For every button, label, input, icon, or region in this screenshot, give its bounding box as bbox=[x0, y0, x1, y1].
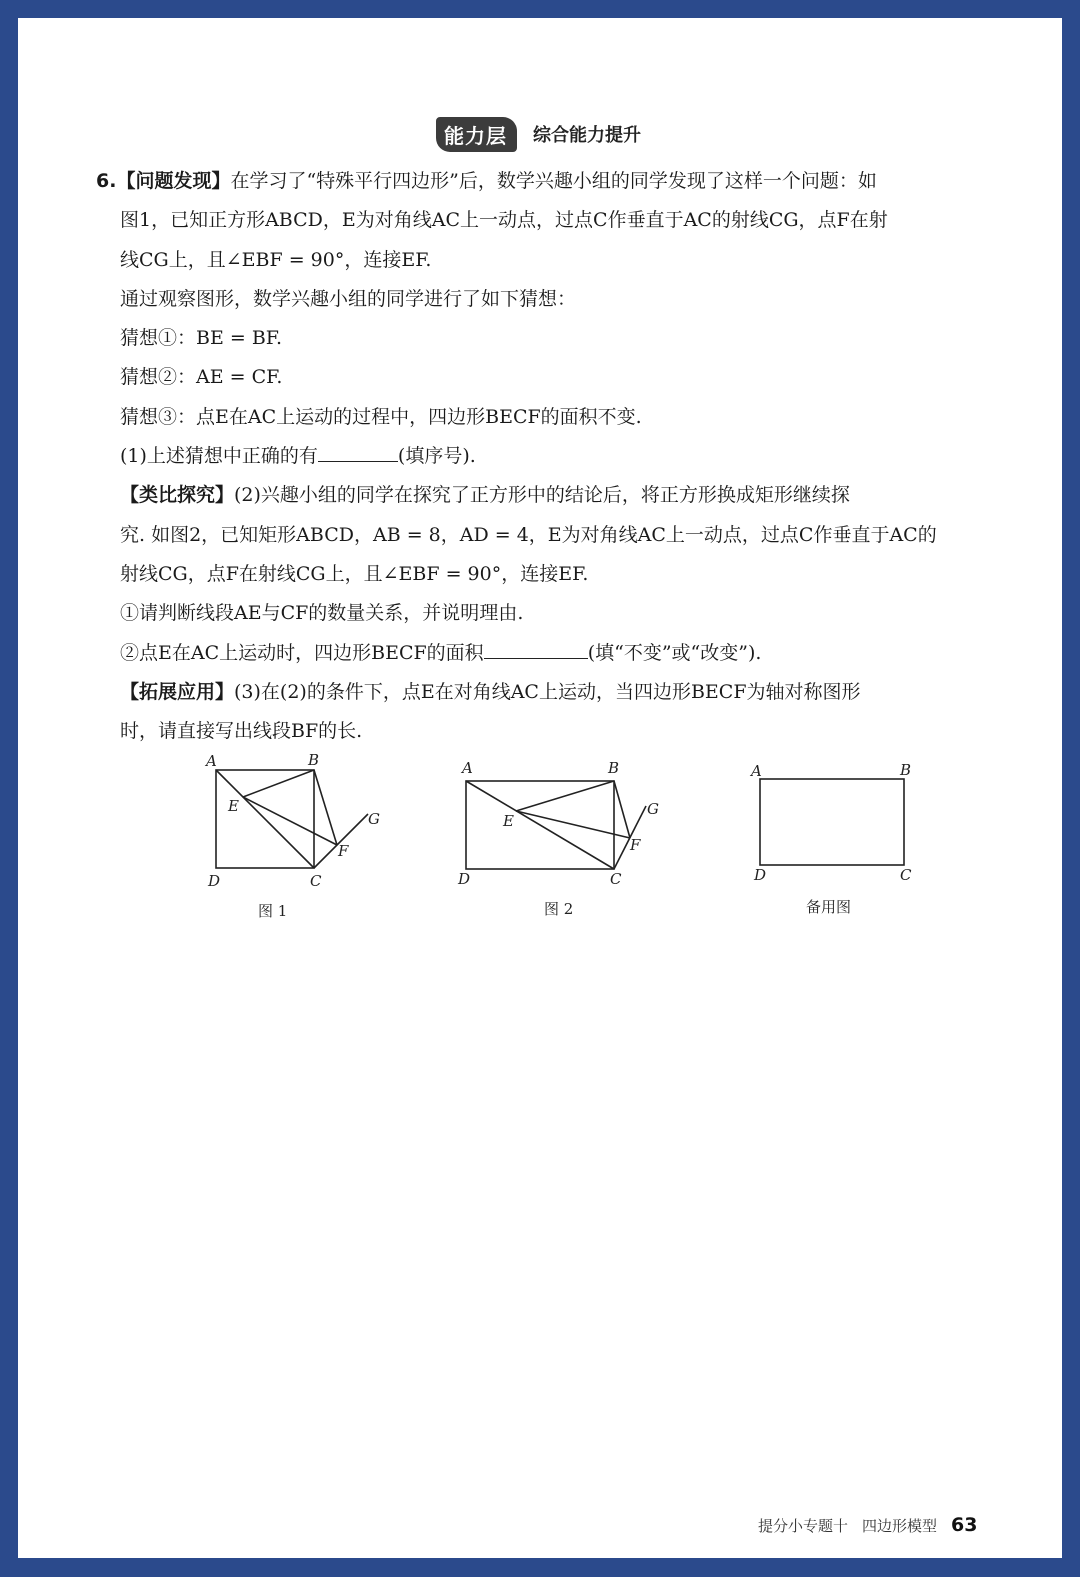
figure-2-lines bbox=[466, 781, 646, 869]
fig2-segment-bf bbox=[614, 781, 630, 838]
fig3-rectangle bbox=[760, 779, 904, 865]
question-line: 究. 如图2，已知矩形ABCD，AB = 8，AD = 4，E为对角线AC上一动点，过点C作垂直于AC的 bbox=[120, 523, 937, 546]
figures-svg bbox=[198, 748, 938, 928]
fig3-label-a: A bbox=[751, 762, 762, 780]
question-line: 线CG上，且∠EBF = 90°，连接EF. bbox=[120, 248, 432, 271]
fig2-caption: 图 2 bbox=[544, 900, 574, 918]
fig3-label-c: C bbox=[900, 866, 912, 884]
question-line: 【拓展应用】(3)在(2)的条件下，点E在对角线AC上运动，当四边形BECF为轴对称图形 bbox=[120, 680, 861, 703]
tag-problem-discovery: 【问题发现】 bbox=[116, 170, 231, 192]
fig1-label-f: F bbox=[338, 842, 349, 860]
footer-topic: 提分小专题十 bbox=[758, 1517, 849, 1535]
answer-blank-1[interactable] bbox=[318, 439, 398, 462]
question-line: 时，请直接写出线段BF的长. bbox=[120, 720, 363, 743]
conjecture-1: 猜想①：BE = BF. bbox=[120, 327, 283, 350]
fig3-caption: 备用图 bbox=[806, 898, 852, 916]
fig2-segment-ef bbox=[516, 811, 630, 838]
answer-blank-2[interactable] bbox=[484, 636, 588, 659]
subquestion-2-2: ②点E在AC上运动时，四边形BECF的面积 (填“不变”或“改变”). bbox=[96, 634, 1016, 673]
subquestion-2-1: ①请判断线段AE与CF的数量关系，并说明理由. bbox=[120, 602, 524, 625]
figures bbox=[198, 748, 938, 928]
section-subtitle: 综合能力提升 bbox=[533, 125, 641, 146]
fig3-label-d: D bbox=[754, 866, 767, 884]
question-line: 图1，已知正方形ABCD，E为对角线AC上一动点，过点C作垂直于AC的射线CG，点F在射 bbox=[120, 209, 888, 232]
conjecture-3: 猜想③：点E在AC上运动的过程中，四边形BECF的面积不变. bbox=[120, 405, 642, 428]
tag-extended-application: 【拓展应用】 bbox=[120, 680, 235, 703]
footer-title: 四边形模型 bbox=[862, 1517, 938, 1535]
page bbox=[18, 18, 1062, 1558]
fig1-label-d: D bbox=[208, 872, 221, 890]
fig3-label-b: B bbox=[900, 761, 912, 779]
fig2-label-e: E bbox=[503, 812, 514, 830]
tag-analogy-exploration: 【类比探究】 bbox=[120, 484, 235, 507]
question-number: 6. bbox=[96, 170, 117, 192]
subquestion-1: (1)上述猜想中正确的有 (填序号). bbox=[96, 437, 1016, 476]
fig1-caption: 图 1 bbox=[258, 902, 288, 920]
fig2-label-d: D bbox=[458, 870, 471, 888]
page-footer bbox=[758, 1514, 1028, 1544]
fig1-diagonal-ac bbox=[216, 770, 314, 868]
fig1-label-c: C bbox=[310, 872, 322, 890]
section-header bbox=[436, 114, 641, 154]
fig1-label-g: G bbox=[368, 810, 380, 828]
conjecture-2: 猜想②：AE = CF. bbox=[120, 366, 283, 389]
fig2-label-c: C bbox=[610, 870, 622, 888]
fig2-label-g: G bbox=[647, 800, 659, 818]
fig1-segment-ef bbox=[243, 797, 337, 845]
fig2-label-b: B bbox=[608, 759, 620, 777]
question-line: 通过观察图形，数学兴趣小组的同学进行了如下猜想： bbox=[120, 287, 577, 310]
question-line: 射线CG，点F在射线CG上，且∠EBF = 90°，连接EF. bbox=[120, 562, 589, 585]
fig2-label-f: F bbox=[630, 836, 641, 854]
question-line: 【类比探究】(2)兴趣小组的同学在探究了正方形中的结论后，将正方形换成矩形继续探 bbox=[120, 484, 850, 507]
section-badge: 能力层 bbox=[436, 117, 517, 152]
fig1-segment-be bbox=[243, 770, 314, 797]
fig1-label-e: E bbox=[228, 797, 239, 815]
question-content bbox=[96, 162, 1016, 751]
fig1-label-b: B bbox=[308, 751, 320, 769]
question-line: 6.【问题发现】在学习了“特殊平行四边形”后，数学兴趣小组的同学发现了这样一个问题：如 bbox=[96, 170, 877, 192]
fig1-segment-bf bbox=[314, 770, 337, 845]
fig2-label-a: A bbox=[462, 759, 473, 777]
fig1-label-a: A bbox=[206, 752, 217, 770]
fig2-diagonal-ac bbox=[466, 781, 614, 869]
fig2-segment-be bbox=[516, 781, 614, 811]
page-number: 63 bbox=[951, 1514, 978, 1536]
